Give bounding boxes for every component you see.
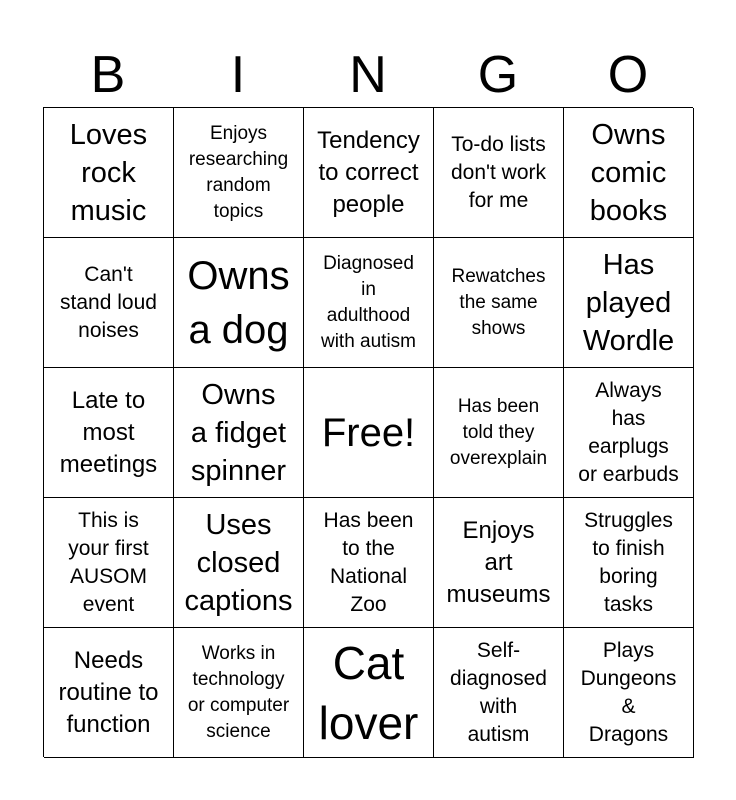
- bingo-board: [43, 107, 693, 757]
- bingo-cell-text: Works in technology or computer science: [187, 642, 290, 742]
- bingo-cell-n3[interactable]: [304, 368, 434, 498]
- bingo-cell-text: Has been to the National Zoo: [323, 508, 414, 616]
- bingo-cell-i4[interactable]: [174, 498, 304, 628]
- bingo-cell-text: Owns comic books: [589, 118, 668, 227]
- header-letter-g: G: [477, 46, 519, 104]
- bingo-cell-text: Enjoys researching random topics: [188, 122, 289, 222]
- bingo-cell-g5[interactable]: [434, 628, 564, 758]
- bingo-cell-text: Has played Wordle: [582, 248, 675, 357]
- bingo-cell-text: Late to most meetings: [59, 386, 158, 478]
- bingo-cell-n1[interactable]: [304, 108, 434, 238]
- bingo-cell-b1[interactable]: [44, 108, 174, 238]
- bingo-cell-text: Has been told they overexplain: [449, 395, 548, 469]
- header-letter-n: N: [349, 46, 387, 104]
- bingo-cell-o5[interactable]: [564, 628, 694, 758]
- bingo-cell-n2[interactable]: [304, 238, 434, 368]
- bingo-header: [43, 42, 693, 108]
- bingo-cell-g4[interactable]: [434, 498, 564, 628]
- bingo-cell-i1[interactable]: [174, 108, 304, 238]
- bingo-cell-o1[interactable]: [564, 108, 694, 238]
- bingo-cell-i2[interactable]: [174, 238, 304, 368]
- bingo-cell-o2[interactable]: [564, 238, 694, 368]
- bingo-cell-b2[interactable]: [44, 238, 174, 368]
- bingo-cell-g3[interactable]: [434, 368, 564, 498]
- header-letter-i: I: [230, 46, 246, 104]
- bingo-cell-text: Plays Dungeons & Dragons: [580, 638, 677, 746]
- bingo-cell-g2[interactable]: [434, 238, 564, 368]
- bingo-cell-text: Enjoys art museums: [446, 516, 551, 608]
- bingo-cell-o4[interactable]: [564, 498, 694, 628]
- bingo-cell-i5[interactable]: [174, 628, 304, 758]
- bingo-cell-n4[interactable]: [304, 498, 434, 628]
- bingo-cell-text: Uses closed captions: [184, 508, 293, 617]
- bingo-cell-n5[interactable]: [304, 628, 434, 758]
- bingo-cell-text: Tendency to correct people: [317, 126, 420, 218]
- bingo-cell-text: Free!: [321, 410, 416, 455]
- bingo-cell-o3[interactable]: [564, 368, 694, 498]
- bingo-cell-text: Always has earplugs or earbuds: [578, 378, 679, 486]
- bingo-cell-b3[interactable]: [44, 368, 174, 498]
- bingo-cell-b5[interactable]: [44, 628, 174, 758]
- bingo-cell-i3[interactable]: [174, 368, 304, 498]
- bingo-cell-text: To-do lists don't work for me: [450, 132, 547, 212]
- bingo-cell-text: Struggles to finish boring tasks: [584, 508, 673, 616]
- bingo-cell-text: Self- diagnosed with autism: [450, 638, 547, 746]
- bingo-cell-g1[interactable]: [434, 108, 564, 238]
- bingo-cell-text: Rewatches the same shows: [451, 265, 546, 339]
- bingo-cell-text: Diagnosed in adulthood with autism: [320, 252, 417, 352]
- header-letter-b: B: [90, 46, 126, 104]
- header-letter-o: O: [607, 46, 649, 104]
- bingo-cell-text: Cat lover: [318, 636, 419, 749]
- bingo-cell-text: Needs routine to function: [58, 646, 159, 738]
- bingo-cell-text: Can't stand loud noises: [60, 262, 157, 342]
- bingo-cell-text: This is your first AUSOM event: [68, 508, 149, 616]
- bingo-cell-text: Owns a dog: [187, 253, 290, 352]
- bingo-cell-b4[interactable]: [44, 498, 174, 628]
- bingo-cell-text: Loves rock music: [69, 118, 148, 227]
- bingo-cell-text: Owns a fidget spinner: [190, 378, 287, 487]
